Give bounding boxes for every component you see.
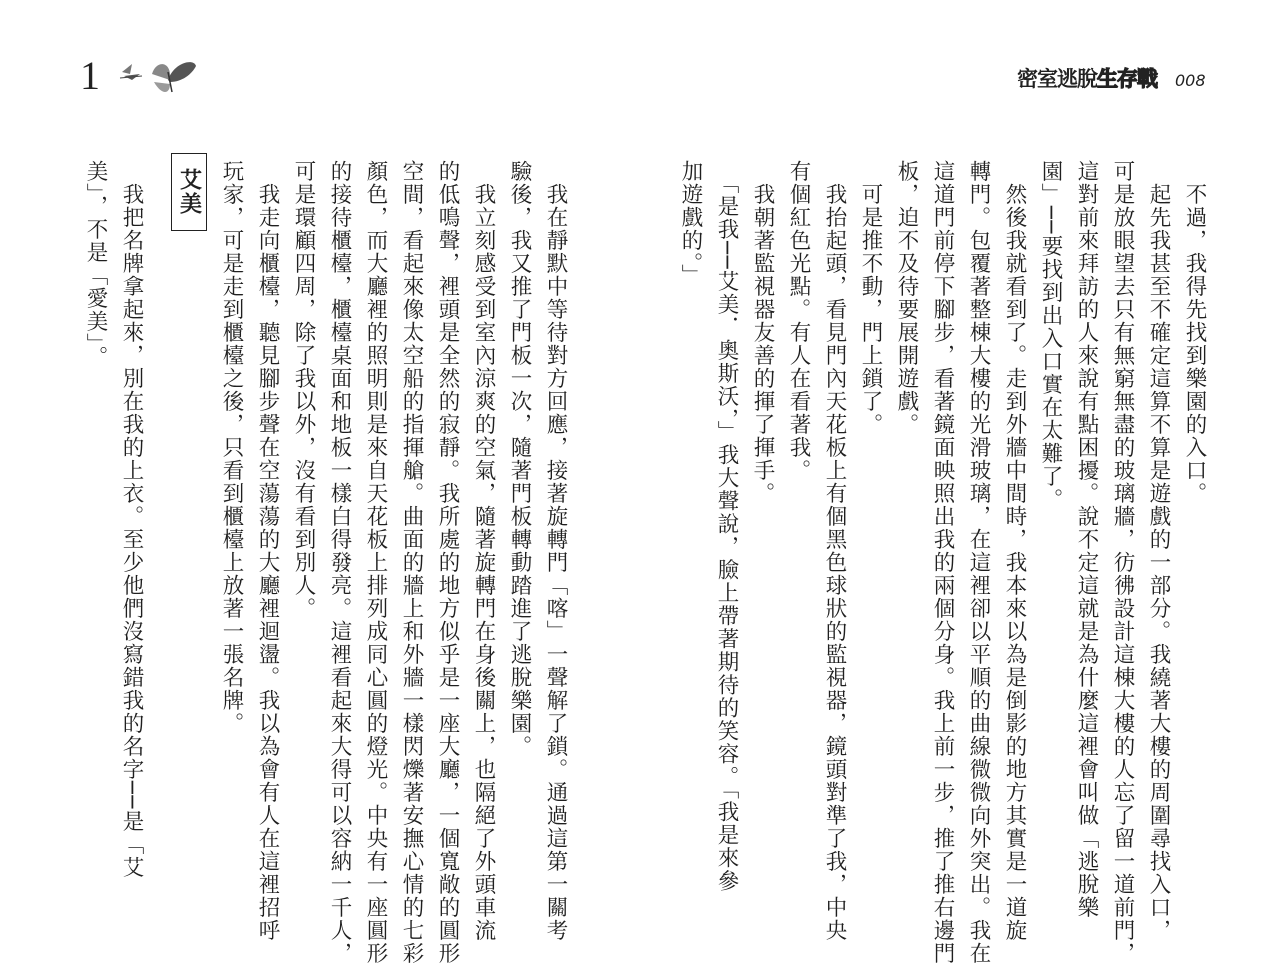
text-line: 我把名牌拿起來，別在我的上衣。至少他們沒寫錯我的名字──是「艾	[119, 160, 144, 879]
page-number: 008	[1175, 71, 1206, 90]
text-line: 我在靜默中等待對方回應，接著旋轉門「喀」一聲解了鎖。通過這第一關考	[543, 160, 568, 942]
book-title	[1017, 63, 1157, 93]
text-line: 可是環顧四周，除了我以外，沒有看到別人。	[291, 160, 316, 620]
text-line: 這對前來拜訪的人來說有點困擾。說不定這就是為什麼這裡會叫做「逃脫樂	[1074, 160, 1099, 919]
text-line: 起先我甚至不確定這算不算是遊戲的一部分。我繞著大樓的周圍尋找入口，	[1146, 160, 1171, 942]
text-line: 驗後，我又推了門板一次，隨著門板轉動踏進了逃脫樂園。	[507, 160, 532, 758]
book-title-main: 密室逃脫	[1017, 67, 1097, 91]
text-line: 的低鳴聲，裡頭是全然的寂靜。我所處的地方似乎是一座大廳，一個寬敞的圓形	[435, 160, 460, 965]
chapter-number: 1	[80, 53, 100, 98]
section-heading	[171, 153, 207, 231]
text-line: 我朝著監視器友善的揮了揮手。	[750, 160, 775, 505]
text-line: 的接待櫃檯，櫃檯桌面和地板一樣白得發亮。這裡看起來大得可以容納一千人，	[327, 160, 352, 965]
text-line: 空間，看起來像太空船的指揮艙。曲面的牆上和外牆一樣閃爍著安撫心情的七彩	[399, 160, 424, 965]
book-title-outlined: 生存戰	[1097, 67, 1157, 91]
text-line: 不過，我得先找到樂園的入口。	[1182, 160, 1207, 505]
text-line: 板，迫不及待要展開遊戲。	[894, 160, 919, 436]
text-line: 可是推不動，門上鎖了。	[858, 160, 883, 436]
text-line: 美」，不是「愛美」。	[83, 160, 108, 369]
text-line: 「是我──艾美．奧斯沃，」我大聲說，臉上帶著期待的笑容。「我是來參	[714, 160, 739, 893]
text-line: 可是放眼望去只有無窮無盡的玻璃牆，彷彿設計這棟大樓的人忘了留一道前門，	[1110, 160, 1135, 965]
text-line: 玩家，可是走到櫃檯之後，只看到櫃檯上放著一張名牌。	[219, 160, 244, 735]
text-line: 園」──要找到出入口實在太難了。	[1038, 160, 1063, 511]
text-line: 然後我就看到了。走到外牆中間時，我本來以為是倒影的地方其實是一道旋	[1002, 160, 1027, 942]
text-line: 轉門。包覆著整棟大樓的光滑玻璃，在這裡卻以平順的曲線微微向外突出。我在	[966, 160, 991, 965]
text-line: 我走向櫃檯，聽見腳步聲在空蕩蕩的大廳裡迴盪。我以為會有人在這裡招呼	[255, 160, 280, 942]
butterfly-ornament-icon	[112, 52, 198, 98]
text-line: 我立刻感受到室內涼爽的空氣，隨著旋轉門在身後關上，也隔絕了外頭車流	[471, 160, 496, 942]
text-line: 加遊戲的。」	[678, 160, 703, 288]
text-line: 有個紅色光點。有人在看著我。	[786, 160, 811, 482]
section-heading-text: 艾美	[176, 168, 202, 216]
text-line: 我抬起頭，看見門內天花板上有個黑色球狀的監視器，鏡頭對準了我，中央	[822, 160, 847, 942]
text-line: 顏色，而大廳裡的照明則是來自天花板上排列成同心圓的燈光。中央有一座圓形	[363, 160, 388, 965]
text-line: 這道門前停下腳步，看著鏡面映照出我的兩個分身。我上前一步，推了推右邊門	[930, 160, 955, 965]
